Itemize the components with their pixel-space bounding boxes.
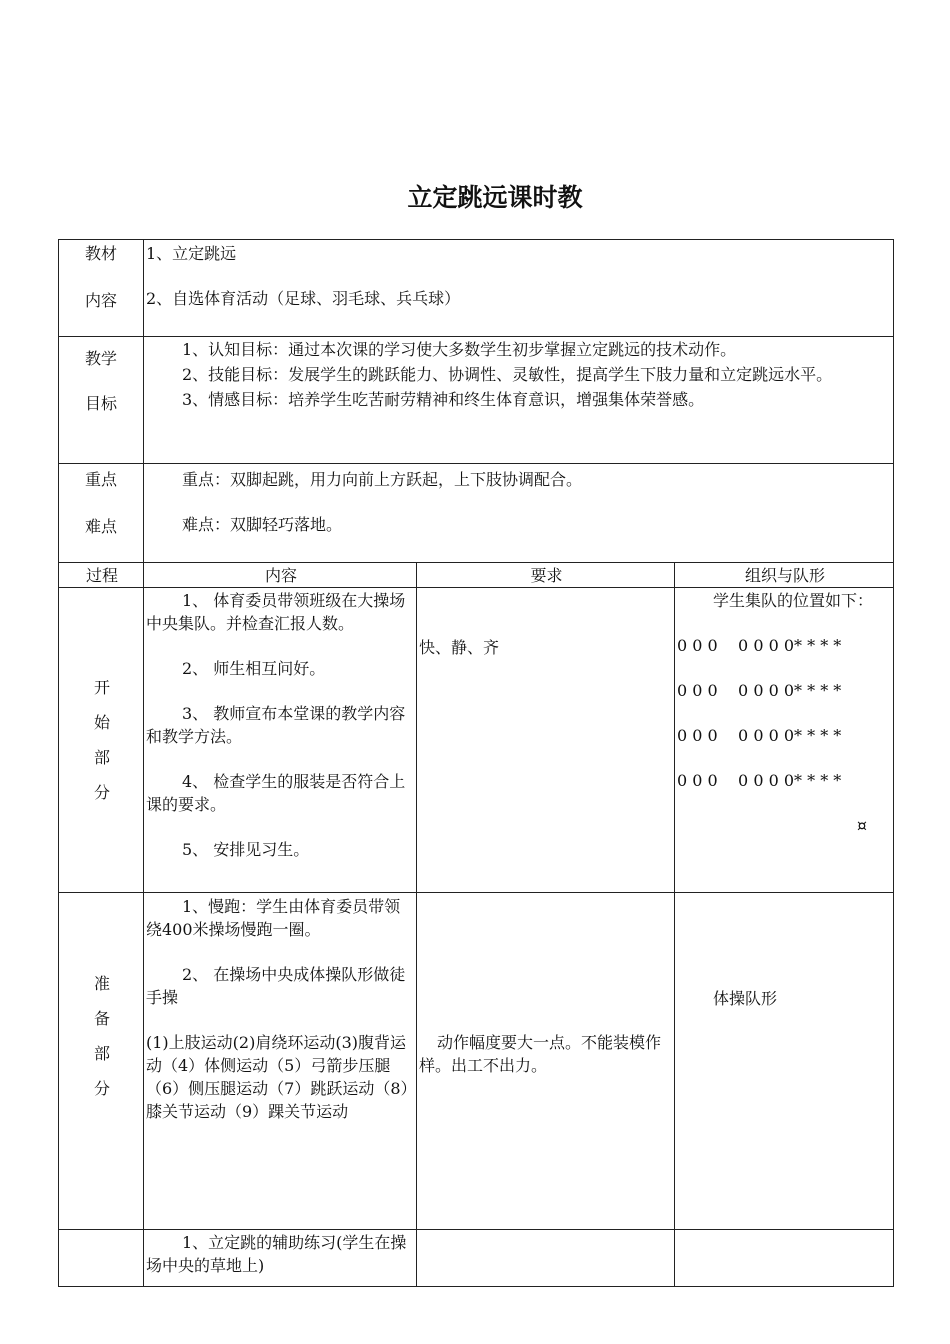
prep-item-2: 2、 在操场中央成体操队形做徒手操	[146, 965, 406, 1007]
prep-item-1: 1、慢跑：学生由体育委员带领绕400米操场慢跑一圈。	[146, 897, 401, 939]
basic-section-row	[59, 1230, 894, 1287]
prep-organization: 体操队形	[713, 989, 778, 1008]
goals-row	[59, 337, 894, 464]
formation-row-3: 0 0 0 0 0 0 0* * * *	[677, 726, 842, 745]
goal-emotion: 3、情感目标：培养学生吃苦耐劳精神和终生体育意识，增强集体荣誉感。	[182, 390, 705, 409]
keypoints-row	[59, 464, 894, 563]
header-organization: 组织与队形	[675, 563, 894, 588]
prep-section-label: 准 备 部 分	[59, 893, 144, 1230]
key-point: 重点：双脚起跳，用力向前上方跃起，上下肢协调配合。	[182, 470, 583, 489]
prep-item-3: (1)上肢运动(2)肩绕环运动(3)腹背运动（4）体侧运动（5）弓箭步压腿（6）侧压腿运动（7）跳跃运动（8）膝关节运动（9）踝关节运动	[146, 1033, 409, 1121]
material-label-2: 内容	[84, 291, 117, 310]
goals-label-2: 目标	[84, 394, 117, 413]
lesson-plan-table	[58, 239, 894, 1287]
start-item-5: 5、 安排见习生。	[182, 840, 310, 859]
start-item-4: 4、 检查学生的服装是否符合上课的要求。	[146, 772, 406, 814]
start-item-3: 3、 教师宣布本堂课的教学内容和教学方法。	[146, 704, 406, 746]
formation-row-2: 0 0 0 0 0 0 0* * * *	[677, 681, 842, 700]
material-line-1: 1、立定跳远	[146, 244, 237, 263]
page-title: 立定跳远课时教	[407, 183, 583, 212]
start-item-1: 1、 体育委员带领班级在大操场中央集队。并检查汇报人数。	[146, 591, 406, 633]
goal-skill: 2、技能目标：发展学生的跳跃能力、协调性、灵敏性，提高学生下肢力量和立定跳远水平。	[182, 365, 833, 384]
start-section-row	[59, 588, 894, 893]
table-header-row	[59, 563, 894, 588]
header-content: 内容	[144, 563, 417, 588]
teacher-symbol: ¤	[856, 816, 868, 835]
material-line-2: 2、自选体育活动（足球、羽毛球、兵乓球）	[146, 289, 461, 308]
header-requirement: 要求	[417, 563, 675, 588]
material-row	[59, 240, 894, 337]
keypoint-label-1: 重点	[84, 470, 117, 489]
basic-item-1: 1、立定跳的辅助练习(学生在操场中央的草地上)	[146, 1233, 407, 1275]
start-requirement: 快、静、齐	[419, 638, 500, 657]
prep-requirement: 动作幅度要大一点。不能装模作样。出工不出力。	[419, 1033, 662, 1075]
org-intro: 学生集队的位置如下：	[713, 591, 874, 610]
formation-row-1: 0 0 0 0 0 0 0* * * *	[677, 636, 842, 655]
prep-section-row	[59, 893, 894, 1230]
goal-cognitive: 1、认知目标：通过本次课的学习使大多数学生初步掌握立定跳远的技术动作。	[182, 340, 737, 359]
header-process: 过程	[59, 563, 144, 588]
material-label-1: 教材	[84, 244, 117, 263]
start-section-label: 开 始 部 分	[59, 588, 144, 893]
goals-label-1: 教学	[84, 349, 117, 368]
start-item-2: 2、 师生相互问好。	[182, 659, 326, 678]
formation-row-4: 0 0 0 0 0 0 0* * * *	[677, 771, 842, 790]
keypoint-label-2: 难点	[84, 517, 117, 536]
difficult-point: 难点：双脚轻巧落地。	[182, 515, 343, 534]
